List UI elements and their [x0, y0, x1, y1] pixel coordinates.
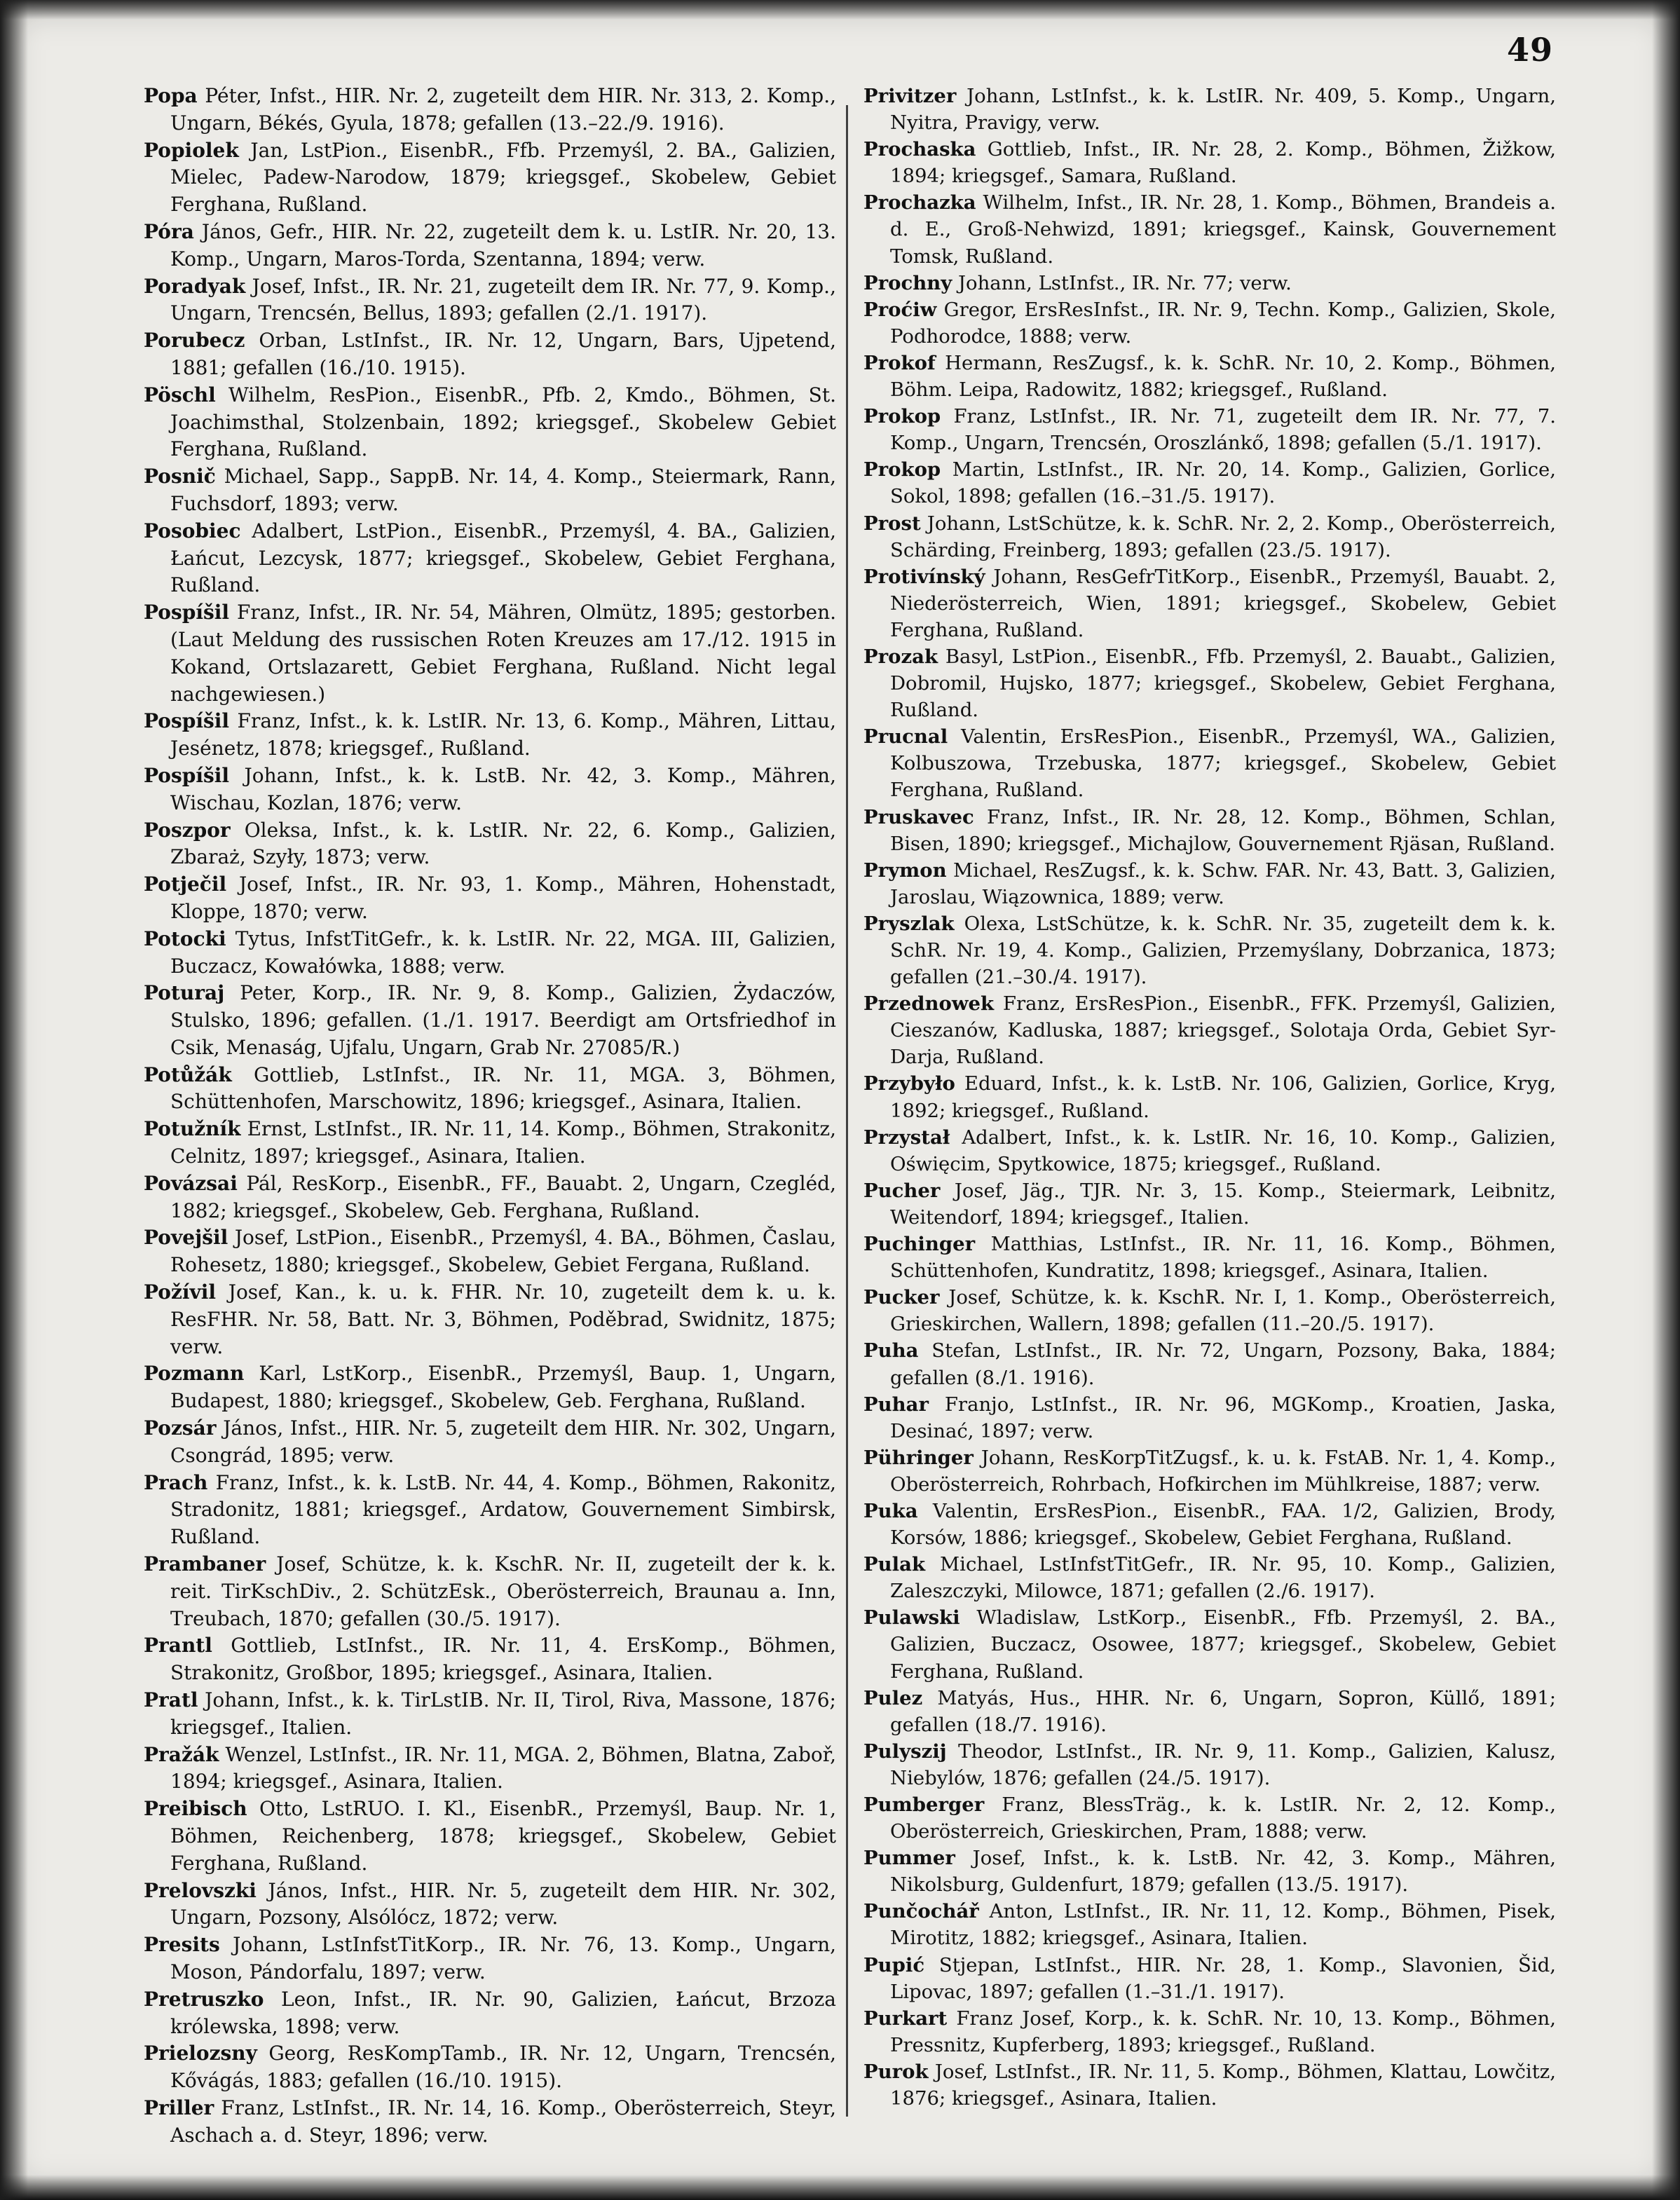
- entry-surname: Popiolek: [144, 138, 239, 162]
- list-entry: [863, 1551, 1556, 1604]
- entry-details: Anton, LstInfst., IR. Nr. 11, 12. Komp., Böhmen, Pisek, Mirotitz, 1882; kriegsgef., Asinara, Italien.: [890, 1900, 1556, 1950]
- list-entry: [863, 270, 1556, 296]
- entry-details: Josef, Jäg., TJR. Nr. 3, 15. Komp., Steiermark, Leibnitz, Weitendorf, 1894; kriegsgef., Italien.: [890, 1179, 1556, 1229]
- list-entry: [144, 518, 836, 599]
- entry-surname: Potůžák: [144, 1063, 232, 1086]
- entry-surname: Purkart: [863, 2007, 948, 2030]
- list-entry: [863, 910, 1556, 990]
- list-entry: [863, 804, 1556, 857]
- entry-details: Wilhelm, ResPion., EisenbR., Pfb. 2, Kmdo., Böhmen, St. Joachimsthal, Stolzenbain, 1892; kriegsgef., Skobelew Gebiet Ferghana, Rußland.: [170, 383, 836, 461]
- list-entry: [863, 1738, 1556, 1791]
- entry-surname: Proćiw: [863, 298, 937, 321]
- list-entry: [144, 1470, 836, 1551]
- list-entry: [144, 1279, 836, 1360]
- entry-surname: Prielozsny: [144, 2042, 257, 2065]
- entry-details: Josef, LstPion., EisenbR., Przemyśl, 4. BA., Böhmen, Časlau, Rohesetz, 1880; kriegsgef., Skobelew, Gebiet Fergana, Rußland.: [170, 1226, 836, 1277]
- entry-details: Valentin, ErsResPion., EisenbR., FAA. 1/2, Galizien, Brody, Korsów, 1886; kriegsgef., Skobelew, Gebiet Ferghana, Rußland.: [890, 1499, 1556, 1550]
- list-entry: [144, 1360, 836, 1415]
- entry-surname: Pražák: [144, 1742, 219, 1766]
- entry-surname: Privitzer: [863, 85, 957, 107]
- entry-details: Martin, LstInfst., IR. Nr. 20, 14. Komp., Galizien, Gorlice, Sokol, 1898; gefallen (16.–31./5. 1917).: [890, 458, 1556, 508]
- entry-details: Franz, Infst., IR. Nr. 54, Mähren, Olmütz, 1895; gestorben. (Laut Meldung des russischen Roten Kreuzes am 17./12. 1915 in Kokand, Ortslazarett, Gebiet Ferghana, Rußland. Nicht legal nachgewiesen.): [170, 601, 837, 706]
- entry-surname: Przybyło: [863, 1072, 955, 1095]
- list-entry: [144, 1932, 836, 1986]
- list-entry: [144, 926, 836, 981]
- entry-details: Josef, LstInfst., IR. Nr. 11, 5. Komp., Böhmen, Klattau, Lowčitz, 1876; kriegsgef., Asinara, Italien.: [890, 2060, 1556, 2110]
- entry-surname: Puhar: [863, 1393, 929, 1416]
- entry-details: Franz, LstInfst., IR. Nr. 14, 16. Komp., Oberösterreich, Steyr, Aschach a. d. Steyr, 1896; verw.: [170, 2096, 837, 2147]
- list-entry: [863, 403, 1556, 456]
- entry-surname: Puchinger: [863, 1233, 976, 1256]
- entry-details: Johann, LstInfstTitKorp., IR. Nr. 76, 13. Komp., Ungarn, Moson, Pándorfalu, 1897; verw.: [170, 1933, 837, 1983]
- entry-details: Olexa, LstSchütze, k. k. SchR. Nr. 35, zugeteilt dem k. k. SchR. Nr. 19, 4. Komp., Galizien, Przemyślany, Dobrzanica, 1873; gefallen (21.–30./4. 1917).: [890, 912, 1556, 989]
- list-entry: [144, 463, 836, 518]
- list-entry: [144, 1632, 836, 1687]
- entry-surname: Póra: [144, 219, 194, 243]
- entry-details: Wladislaw, LstKorp., EisenbR., Ffb. Przemyśl, 2. BA., Galizien, Buczacz, Osowee, 1877; kriegsgef., Skobelew, Gebiet Ferghana, Rußland.: [890, 1606, 1556, 1683]
- entry-details: Johann, ResKorpTitZugsf., k. u. k. FstAB. Nr. 1, 4. Komp., Oberösterreich, Rohrbach, Hofkirchen im Mühlkreise, 1887; verw.: [890, 1446, 1556, 1496]
- entry-details: Franjo, LstInfst., IR. Nr. 96, MGKomp., Kroatien, Jaska, Desinać, 1897; verw.: [890, 1393, 1556, 1442]
- list-entry: [863, 723, 1556, 803]
- entry-surname: Puha: [863, 1339, 919, 1362]
- entry-surname: Posobiec: [144, 519, 241, 542]
- entry-surname: Pospíšil: [144, 601, 229, 624]
- entry-surname: Pospíšil: [144, 709, 229, 733]
- list-entry: [863, 563, 1556, 643]
- entry-surname: Priller: [144, 2096, 214, 2119]
- entry-details: János, Gefr., HIR. Nr. 22, zugeteilt dem k. u. LstIR. Nr. 20, 13. Komp., Ungarn, Maros-Torda, Szentanna, 1894; verw.: [170, 219, 836, 271]
- entry-details: Franz, Infst., IR. Nr. 28, 12. Komp., Böhmen, Schlan, Bisen, 1890; kriegsgef., Michajlow, Gouvernement Rjäsan, Rußland.: [890, 805, 1556, 855]
- entry-details: Tytus, InfstTitGefr., k. k. LstIR. Nr. 22, MGA. III, Galizien, Buczacz, Kowałówka, 1888; verw.: [170, 927, 836, 978]
- entry-details: János, Infst., HIR. Nr. 5, zugeteilt dem HIR. Nr. 302, Ungarn, Pozsony, Alsólócz, 1872; verw.: [170, 1878, 836, 1929]
- entry-details: Franz, Infst., k. k. LstB. Nr. 44, 4. Komp., Böhmen, Rakonitz, Stradonitz, 1881; kriegsgef., Ardatow, Gouvernement Simbirsk, Rußland.: [170, 1470, 836, 1549]
- entry-details: Valentin, ErsResPion., EisenbR., Przemyśl, WA., Galizien, Kolbuszowa, Trzebuska, 1877; kriegsgef., Skobelew, Gebiet Ferghana, Rußland.: [890, 725, 1556, 802]
- list-entry: [863, 1391, 1556, 1444]
- entry-surname: Pulak: [863, 1553, 925, 1576]
- list-entry: [144, 83, 836, 137]
- scan-edge-top: [0, 0, 1680, 20]
- entry-details: Johann, Infst., k. k. LstB. Nr. 42, 3. Komp., Mähren, Wischau, Kozlan, 1876; verw.: [170, 763, 836, 814]
- entry-surname: Prokop: [863, 458, 941, 481]
- entry-surname: Pulawski: [863, 1606, 960, 1629]
- entry-details: Josef, Infst., IR. Nr. 21, zugeteilt dem IR. Nr. 77, 9. Komp., Ungarn, Trencsén, Bellus, 1893; gefallen (2./1. 1917).: [170, 274, 836, 325]
- list-entry: [144, 1687, 836, 1742]
- entry-surname: Pratl: [144, 1688, 198, 1712]
- entry-surname: Pozsár: [144, 1416, 217, 1440]
- entry-details: Oleksa, Infst., k. k. LstIR. Nr. 22, 6. Komp., Galizien, Zbaraż, Szyły, 1873; verw.: [170, 818, 836, 869]
- entry-surname: Prach: [144, 1470, 208, 1494]
- entry-surname: Purok: [863, 2060, 929, 2083]
- entry-details: Hermann, ResZugsf., k. k. SchR. Nr. 10, 2. Komp., Böhmen, Böhm. Leipa, Radowitz, 1882; kriegsgef., Rußland.: [890, 351, 1557, 402]
- entry-details: Franz, Infst., k. k. LstIR. Nr. 13, 6. Komp., Mähren, Littau, Jesénetz, 1878; kriegsgef., Rußland.: [170, 709, 836, 760]
- entry-surname: Porubecz: [144, 329, 245, 353]
- entry-details: Wilhelm, Infst., IR. Nr. 28, 1. Komp., Böhmen, Brandeis a. d. E., Groß-Nehwizd, 1891; kriegsgef., Kainsk, Gouvernement Tomsk, Rußland.: [890, 191, 1556, 268]
- list-entry: [144, 2095, 836, 2150]
- entry-details: Josef, Infst., k. k. LstB. Nr. 42, 3. Komp., Mähren, Nikolsburg, Guldenfurt, 1879; gefallen (13./5. 1917).: [890, 1847, 1556, 1897]
- list-entry: [144, 817, 836, 872]
- list-entry: [863, 1284, 1556, 1337]
- list-entry: [144, 1170, 836, 1225]
- entry-details: Franz, LstInfst., IR. Nr. 71, zugeteilt dem IR. Nr. 77, 7. Komp., Ungarn, Trencsén, Oroszlánkő, 1898; gefallen (5./1. 1917).: [890, 405, 1557, 455]
- entry-details: Josef, Infst., IR. Nr. 93, 1. Komp., Mähren, Hohenstadt, Kloppe, 1870; verw.: [170, 873, 836, 923]
- entry-surname: Prokof: [863, 351, 936, 374]
- list-entry: [863, 510, 1556, 563]
- list-entry: [863, 296, 1556, 350]
- entry-surname: Presits: [144, 1933, 220, 1957]
- entry-surname: Protivínský: [863, 565, 985, 588]
- entry-details: Adalbert, Infst., k. k. LstIR. Nr. 16, 10. Komp., Galizien, Oświęcim, Spytkowice, 1875; kriegsgef., Rußland.: [890, 1126, 1556, 1175]
- entry-surname: Potužník: [144, 1117, 241, 1141]
- entry-surname: Prymon: [863, 859, 947, 882]
- list-entry: [144, 1742, 836, 1796]
- entry-details: Stjepan, LstInfst., HIR. Nr. 28, 1. Komp., Slavonien, Šid, Lipovac, 1897; gefallen (1.–31./1. 1917).: [890, 1953, 1556, 2003]
- entry-details: Johann, LstInfst., IR. Nr. 77; verw.: [957, 271, 1292, 294]
- entry-surname: Prost: [863, 512, 921, 535]
- entry-surname: Prantl: [144, 1634, 212, 1658]
- entry-details: Gottlieb, LstInfst., IR. Nr. 11, 4. ErsKomp., Böhmen, Strakonitz, Großbor, 1895; kriegsgef., Asinara, Italien.: [170, 1634, 836, 1685]
- entry-details: Gottlieb, LstInfst., IR. Nr. 11, MGA. 3, Böhmen, Schüttenhofen, Marschowitz, 1896; kriegsgef., Asinara, Italien.: [170, 1063, 836, 1114]
- entry-surname: Pummer: [863, 1847, 955, 1870]
- list-entry: [144, 1116, 836, 1170]
- list-entry: [863, 2058, 1556, 2112]
- entry-details: Karl, LstKorp., EisenbR., Przemyśl, Baup. 1, Ungarn, Budapest, 1880; kriegsgef., Skobelew, Geb. Ferghana, Rußland.: [170, 1362, 837, 1413]
- entry-details: Johann, LstSchütze, k. k. SchR. Nr. 2, 2. Komp., Oberösterreich, Schärding, Freinberg, 1893; gefallen (23./5. 1917).: [890, 512, 1556, 561]
- list-entry: [144, 980, 836, 1061]
- entry-details: Johann, Infst., k. k. TirLstIB. Nr. II, Tirol, Riva, Massone, 1876; kriegsgef., Italien.: [170, 1688, 836, 1739]
- list-entry: [144, 599, 836, 708]
- right-column: [863, 83, 1556, 2112]
- list-entry: [863, 1845, 1556, 1898]
- list-entry: [144, 273, 836, 328]
- entry-surname: Preibisch: [144, 1797, 247, 1821]
- entry-details: Theodor, LstInfst., IR. Nr. 9, 11. Komp., Galizien, Kalusz, Niebylów, 1876; gefallen (24./5. 1917).: [890, 1740, 1556, 1789]
- entry-surname: Punčochář: [863, 1900, 979, 1923]
- list-entry: [863, 189, 1556, 269]
- entry-details: Gregor, ErsResInfst., IR. Nr. 9, Techn. Komp., Galizien, Skole, Podhorodce, 1888; verw.: [890, 298, 1556, 348]
- entry-surname: Przednowek: [863, 992, 995, 1016]
- list-entry: [863, 83, 1556, 136]
- entry-details: Eduard, Infst., k. k. LstB. Nr. 106, Galizien, Gorlice, Kryg, 1892; kriegsgef., Rußland.: [890, 1072, 1557, 1122]
- entry-details: Michael, ResZugsf., k. k. Schw. FAR. Nr. 43, Batt. 3, Galizien, Jaroslau, Wiązownica, 1889; verw.: [890, 859, 1556, 908]
- entry-surname: Pospíšil: [144, 763, 229, 787]
- column-divider: [846, 105, 848, 2117]
- entry-surname: Poszpor: [144, 818, 231, 842]
- list-entry: [863, 1231, 1556, 1284]
- list-entry: [863, 1791, 1556, 1845]
- entry-surname: Povejšil: [144, 1226, 228, 1250]
- entry-details: Georg, ResKompTamb., IR. Nr. 12, Ungarn, Trencsén, Kővágás, 1883; gefallen (16./10. 1915).: [170, 2042, 836, 2093]
- list-entry: [144, 763, 836, 817]
- list-entry: [863, 990, 1556, 1070]
- entry-surname: Potječil: [144, 873, 227, 896]
- entry-details: Orban, LstInfst., IR. Nr. 12, Ungarn, Bars, Ujpetend, 1881; gefallen (16./10. 1915).: [170, 329, 836, 379]
- entry-surname: Pulyszij: [863, 1740, 947, 1763]
- list-entry: [863, 1952, 1556, 2005]
- list-entry: [863, 857, 1556, 910]
- list-entry: [144, 1796, 836, 1877]
- list-entry: [863, 1124, 1556, 1177]
- scan-edge-right: [1652, 0, 1680, 2200]
- entry-details: Michael, Sapp., SappB. Nr. 14, 4. Komp., Steiermark, Rann, Fuchsdorf, 1893; verw.: [170, 465, 836, 515]
- entry-details: Peter, Korp., IR. Nr. 9, 8. Komp., Galizien, Żydaczów, Stulsko, 1896; gefallen. (1./1. 1917. Beerdigt am Ortsfriedhof in Csik, Menaság, Ujfalu, Ungarn, Grab Nr. 27085/R.): [170, 981, 836, 1059]
- list-entry: [863, 350, 1556, 403]
- list-entry: [144, 1551, 836, 1632]
- list-entry: [863, 1604, 1556, 1684]
- entry-surname: Povázsai: [144, 1171, 238, 1195]
- entry-details: Johann, LstInfst., k. k. LstIR. Nr. 409, 5. Komp., Ungarn, Nyitra, Pravigy, verw.: [890, 85, 1556, 135]
- entry-details: Franz, BlessTräg., k. k. LstIR. Nr. 2, 12. Komp., Oberösterreich, Grieskirchen, Pram, 1888; verw.: [890, 1794, 1556, 1843]
- entry-surname: Potocki: [144, 927, 226, 950]
- entry-surname: Prochaska: [863, 138, 976, 161]
- entry-surname: Pühringer: [863, 1446, 974, 1469]
- entry-details: Franz, ErsResPion., EisenbR., FFK. Przemyśl, Galizien, Cieszanów, Kadluska, 1887; kriegsgef., Solotaja Orda, Gebiet Syr-Darja, Rußland.: [890, 992, 1556, 1069]
- entry-surname: Pucher: [863, 1179, 941, 1202]
- entry-surname: Pupić: [863, 1953, 925, 1976]
- list-entry: [144, 2040, 836, 2095]
- entry-details: Basyl, LstPion., EisenbR., Ffb. Przemyśl, 2. Bauabt., Galizien, Dobromil, Hujsko, 1877; kriegsgef., Skobelew, Gebiet Ferghana, Rußland.: [890, 645, 1557, 722]
- list-entry: [863, 1444, 1556, 1498]
- entry-details: Jan, LstPion., EisenbR., Ffb. Przemyśl, 2. BA., Galizien, Mielec, Padew-Narodow, 1879; kriegsgef., Skobelew, Gebiet Ferghana, Rußland.: [170, 138, 837, 217]
- list-entry: [863, 1177, 1556, 1231]
- entry-surname: Prelovszki: [144, 1878, 257, 1902]
- list-entry: [863, 1498, 1556, 1551]
- entry-surname: Pryszlak: [863, 912, 955, 935]
- entry-surname: Pruskavec: [863, 805, 974, 828]
- entry-details: Stefan, LstInfst., IR. Nr. 72, Ungarn, Pozsony, Baka, 1884; gefallen (8./1. 1916).: [890, 1339, 1557, 1389]
- list-entry: [144, 219, 836, 273]
- entry-surname: Popa: [144, 84, 198, 107]
- entry-surname: Pucker: [863, 1286, 940, 1309]
- list-entry: [144, 1224, 836, 1279]
- entry-surname: Prochny: [863, 271, 952, 294]
- entry-details: Péter, Infst., HIR. Nr. 2, zugeteilt dem HIR. Nr. 313, 2. Komp., Ungarn, Békés, Gyula, 1878; gefallen (13.–22./9. 1916).: [170, 84, 837, 135]
- entry-surname: Posnič: [144, 465, 216, 488]
- list-entry: [144, 327, 836, 382]
- entry-surname: Poturaj: [144, 981, 225, 1005]
- list-entry: [863, 136, 1556, 189]
- entry-surname: Przystał: [863, 1126, 950, 1149]
- scan-edge-left: [0, 0, 28, 2200]
- entry-details: Matyás, Hus., HHR. Nr. 6, Ungarn, Sopron, Küllő, 1891; gefallen (18./7. 1916).: [890, 1686, 1556, 1736]
- list-entry: [863, 643, 1556, 723]
- entry-details: Gottlieb, Infst., IR. Nr. 28, 2. Komp., Böhmen, Žižkow, 1894; kriegsgef., Samara, Rußland.: [890, 138, 1557, 188]
- entry-surname: Prochazka: [863, 191, 976, 214]
- entry-surname: Prozak: [863, 645, 938, 668]
- list-entry: [144, 137, 836, 219]
- entry-surname: Prucnal: [863, 725, 948, 749]
- list-entry: [144, 382, 836, 463]
- entry-details: Franz Josef, Korp., k. k. SchR. Nr. 10, 13. Komp., Böhmen, Pressnitz, Kupferberg, 1893; kriegsgef., Rußland.: [890, 2007, 1556, 2056]
- left-column: [144, 83, 836, 2150]
- entry-surname: Pumberger: [863, 1794, 985, 1816]
- entry-surname: Pulez: [863, 1686, 923, 1709]
- entry-details: Pál, ResKorp., EisenbR., FF., Bauabt. 2, Ungarn, Czegléd, 1882; kriegsgef., Skobelew, Geb. Ferghana, Rußland.: [170, 1171, 836, 1222]
- entry-surname: Poradyak: [144, 274, 246, 298]
- list-entry: [144, 1986, 836, 2041]
- list-entry: [144, 1878, 836, 1932]
- list-entry: [863, 1685, 1556, 1738]
- list-entry: [863, 1070, 1556, 1123]
- entry-surname: Puka: [863, 1499, 918, 1522]
- entry-surname: Prambaner: [144, 1552, 266, 1576]
- entry-surname: Pretruszko: [144, 1987, 264, 2011]
- list-entry: [863, 1337, 1556, 1391]
- entry-details: Johann, ResGefrTitKorp., EisenbR., Przemyśl, Bauabt. 2, Niederösterreich, Wien, 1891; kriegsgef., Skobelew, Gebiet Ferghana, Rußland.: [890, 565, 1557, 641]
- entry-details: Matthias, LstInfst., IR. Nr. 11, 16. Komp., Böhmen, Schüttenhofen, Kundratitz, 1898; kriegsgef., Asinara, Italien.: [890, 1233, 1556, 1283]
- list-entry: [144, 1062, 836, 1116]
- entry-details: Wenzel, LstInfst., IR. Nr. 11, MGA. 2, Böhmen, Blatna, Zaboř, 1894; kriegsgef., Asinara, Italien.: [170, 1742, 836, 1794]
- entry-details: Adalbert, LstPion., EisenbR., Przemyśl, 4. BA., Galizien, Łańcut, Lezcysk, 1877; kriegsgef., Skobelew, Gebiet Ferghana, Rußland.: [170, 519, 836, 597]
- list-entry: [863, 456, 1556, 510]
- list-entry: [144, 708, 836, 763]
- entry-details: Josef, Kan., k. u. k. FHR. Nr. 10, zugeteilt dem k. u. k. ResFHR. Nr. 58, Batt. Nr. 3, Böhmen, Poděbrad, Swidnitz, 1875; verw.: [170, 1280, 836, 1358]
- entry-surname: Prokop: [863, 405, 941, 428]
- entry-surname: Požívil: [144, 1280, 217, 1304]
- entry-details: Otto, LstRUO. I. Kl., EisenbR., Przemyśl, Baup. Nr. 1, Böhmen, Reichenberg, 1878; kriegsgef., Skobelew, Gebiet Ferghana, Rußland.: [170, 1797, 836, 1875]
- entry-surname: Pöschl: [144, 383, 216, 406]
- entry-details: János, Infst., HIR. Nr. 5, zugeteilt dem HIR. Nr. 302, Ungarn, Csongrád, 1895; verw.: [170, 1416, 836, 1467]
- page-number: 49: [1507, 31, 1554, 69]
- list-entry: [144, 871, 836, 926]
- list-entry: [863, 2005, 1556, 2058]
- entry-details: Ernst, LstInfst., IR. Nr. 11, 14. Komp., Böhmen, Strakonitz, Celnitz, 1897; kriegsgef., Asinara, Italien.: [170, 1117, 836, 1168]
- entry-details: Leon, Infst., IR. Nr. 90, Galizien, Łańcut, Brzoza królewska, 1898; verw.: [170, 1987, 836, 2038]
- entry-surname: Pozmann: [144, 1362, 245, 1386]
- list-entry: [863, 1898, 1556, 1951]
- entry-details: Josef, Schütze, k. k. KschR. Nr. II, zugeteilt der k. k. reit. TirKschDiv., 2. SchützEsk., Oberösterreich, Braunau a. Inn, Treubach, 1870; gefallen (30./5. 1917).: [170, 1552, 836, 1630]
- entry-details: Josef, Schütze, k. k. KschR. Nr. I, 1. Komp., Oberösterreich, Grieskirchen, Wallern, 1898; gefallen (11.–20./5. 1917).: [890, 1286, 1557, 1336]
- scan-edge-bottom: [0, 2175, 1680, 2200]
- list-entry: [144, 1415, 836, 1470]
- entry-details: Michael, LstInfstTitGefr., IR. Nr. 95, 10. Komp., Galizien, Zaleszczyki, Milowce, 1871; gefallen (2./6. 1917).: [890, 1553, 1556, 1603]
